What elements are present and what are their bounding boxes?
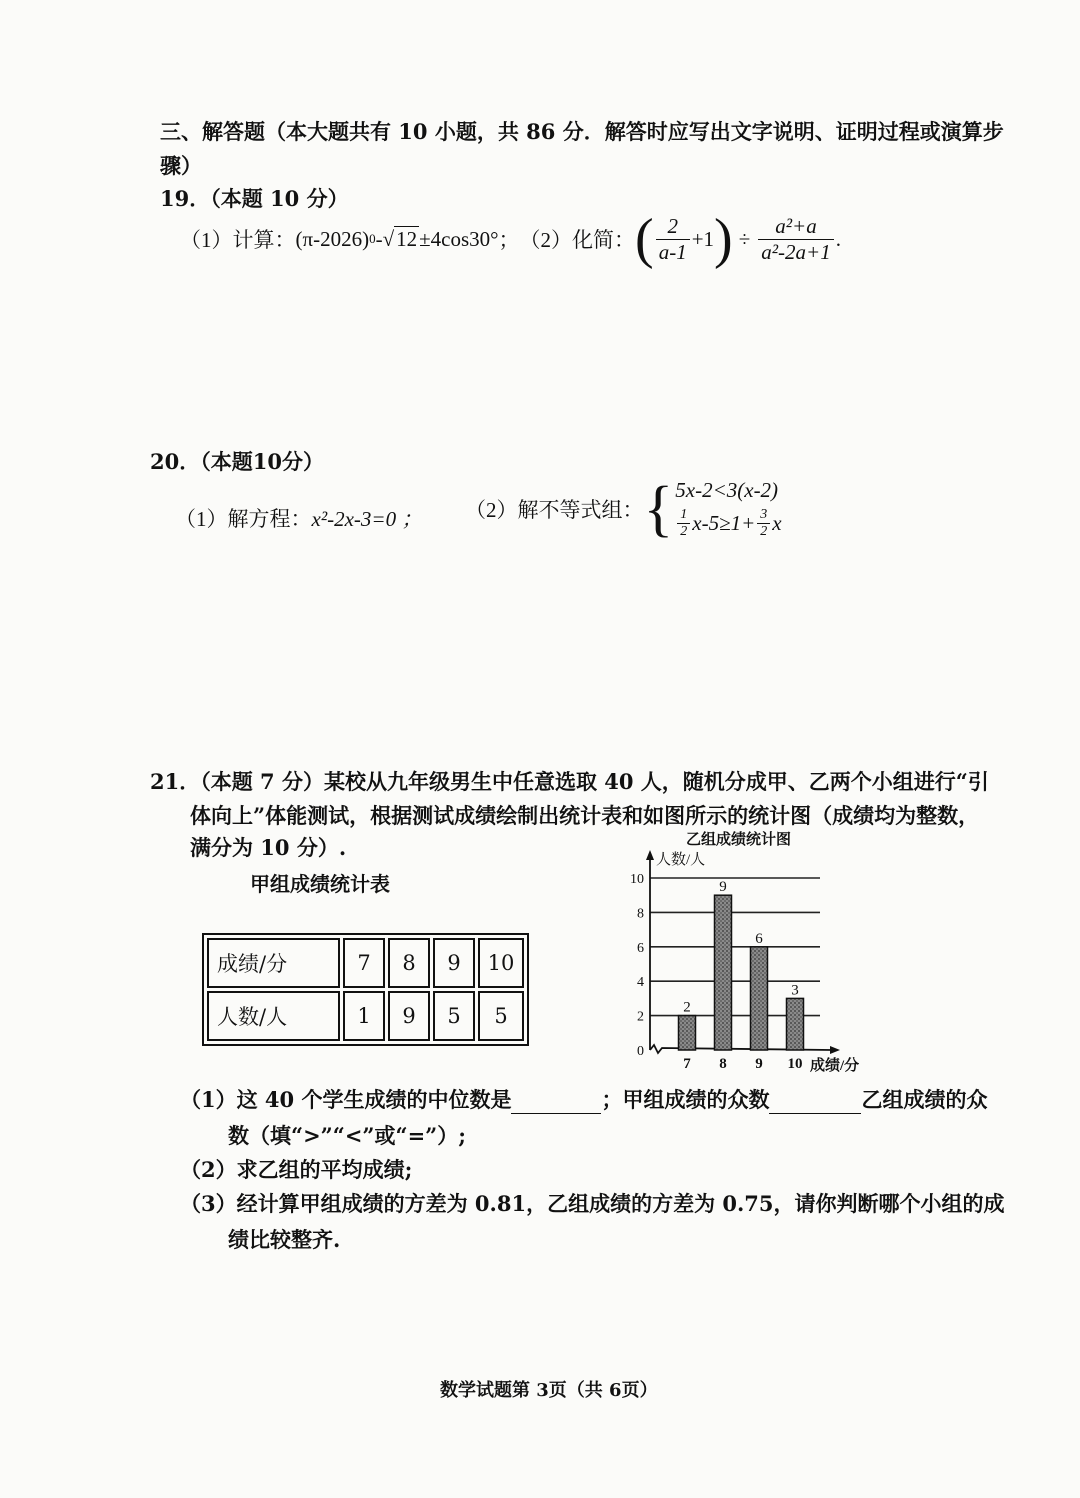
chart-bar	[787, 998, 804, 1050]
q20-frac-three-half	[757, 507, 770, 540]
q19-part1-base: (π-2026)	[295, 226, 370, 251]
chart-data-label: 6	[755, 930, 763, 947]
sqrt-icon: √	[382, 226, 395, 251]
table-cell: 7	[343, 938, 385, 988]
q20-inequality-1: 5x-2<3(x-2)	[675, 478, 779, 502]
chart-x-axis	[650, 1045, 832, 1053]
chart-data-label: 2	[683, 999, 691, 1016]
q20-frac2-num: 3	[760, 507, 768, 522]
score-table-wrap	[202, 933, 529, 1046]
q21-sub1-line1	[180, 1084, 987, 1114]
chart-xtick-label: 9	[755, 1056, 763, 1072]
q19-f2-num: a²+a	[775, 214, 817, 239]
chart-y-arrow-icon	[646, 850, 654, 860]
q20-part1-equation: x²-2x-3=0 ；	[311, 507, 423, 531]
left-brace-icon: {	[643, 475, 674, 544]
table-cell: 8	[388, 938, 430, 988]
chart-xtick-label: 7	[683, 1056, 691, 1072]
table-cell: 5	[433, 991, 475, 1041]
q20-frac2-den: 2	[757, 523, 770, 540]
median-blank-input[interactable]	[511, 1091, 601, 1114]
q21-sub1-b: ；甲组成绩的众数	[601, 1087, 770, 1112]
q20-frac1-num: 1	[680, 507, 688, 522]
q19-plus-one: +1	[691, 226, 715, 251]
chart-data-label: 9	[719, 879, 727, 896]
table-cell: 9	[433, 938, 475, 988]
chart-xtick-label: 10	[787, 1056, 803, 1072]
q20-part1	[175, 503, 422, 533]
q20-header: 20．（本题10分）	[150, 449, 324, 474]
q20-inequality-2	[675, 507, 781, 540]
chart-data-label: 3	[791, 982, 799, 999]
table-cell: 10	[478, 938, 524, 988]
table-row1-header: 成绩/分	[207, 938, 340, 988]
q21-sub3-line1: （3）经计算甲组成绩的方差为 0.81，乙组成绩的方差为 0.75，请你判断哪个小组的成	[180, 1191, 1005, 1216]
section-title-line1: 三、解答题（本大题共有 10 小题，共 86 分．解答时应写出文字说明、证明过程或演算步	[160, 119, 1004, 144]
q19-part2-label: （2）化简：	[519, 228, 636, 252]
table-cell: 5	[478, 991, 524, 1041]
q19-part1-minus: -	[375, 226, 383, 251]
q19-f2-den: a²-2a+1	[758, 239, 833, 264]
q20-frac1-den: 2	[677, 523, 690, 540]
right-paren-icon: )	[714, 208, 733, 270]
table-row	[207, 991, 524, 1041]
q21-sub1-line2: 数（填“>”“<”或“=”）;	[228, 1123, 467, 1148]
chart-xtick-label: 8	[719, 1056, 727, 1072]
q21-line3: 满分为 10 分）.	[190, 835, 347, 860]
chart-ytick-label: 2	[637, 1009, 644, 1025]
chart-xlabel: 成绩/分	[810, 1058, 860, 1074]
chart-bar	[679, 1016, 696, 1050]
q19-separator: ；	[498, 228, 520, 252]
q20-part1-label: （1）解方程：	[175, 507, 312, 531]
chart-ylabel: 人数/人	[656, 852, 706, 868]
q21-sub2: （2）求乙组的平均成绩;	[180, 1157, 413, 1182]
q19-f1-den: a-1	[656, 239, 690, 264]
q19-fraction-2	[758, 214, 833, 263]
mode-compare-blank-input[interactable]	[769, 1091, 861, 1114]
q21-sub3-line2: 绩比较整齐.	[228, 1227, 341, 1252]
q21-line1: 21．（本题 7 分）某校从九年级男生中任意选取 40 人，随机分成甲、乙两个小组进行“引	[150, 769, 989, 794]
chart-ytick-label: 8	[637, 906, 644, 922]
q19-fraction-1	[656, 214, 690, 263]
chart-bar	[715, 895, 732, 1050]
q21-line2: 体向上”体能测试，根据测试成绩绘制出统计表和如图所示的统计图（成绩均为整数，	[190, 803, 980, 828]
table-cell: 9	[388, 991, 430, 1041]
q19-part1-tail: ±4cos30°	[419, 226, 499, 251]
q19-end: .	[835, 226, 841, 251]
q19-part1-exponent: 0	[369, 231, 376, 246]
q20-inequality-system	[643, 475, 782, 544]
chart-ytick-label: 0	[637, 1044, 644, 1059]
q21-sub1-a: （1）这 40 个学生成绩的中位数是	[180, 1087, 512, 1112]
q19-expression-row	[180, 208, 841, 270]
page-footer: 数学试题第 3页（共 6页）	[440, 1380, 658, 1401]
table-title: 甲组成绩统计表	[250, 872, 390, 896]
q20-part2-label: （2）解不等式组：	[465, 498, 644, 523]
left-paren-icon: (	[635, 208, 654, 270]
q19-f1-num: 2	[667, 214, 678, 239]
q19-part1-label: （1）计算：	[180, 228, 296, 252]
q20-part2	[465, 475, 782, 544]
chart-ytick-label: 6	[637, 940, 644, 956]
q21-sub1-c: 乙组成绩的众	[861, 1087, 988, 1112]
q19-divide: ÷	[738, 226, 751, 251]
section-title-line2: 骤）	[160, 153, 202, 178]
chart-ytick-label: 4	[637, 975, 644, 991]
score-table	[202, 933, 529, 1046]
table-cell: 1	[343, 991, 385, 1041]
table-row	[207, 938, 524, 988]
q20-frac-half	[677, 507, 690, 540]
group-b-bar-chart	[610, 826, 880, 1076]
q20-ineq2-mid: x-5≥1+	[692, 511, 756, 536]
chart-bar	[751, 947, 768, 1050]
chart-title: 乙组成绩统计图	[686, 832, 792, 848]
q20-ineq2-end: x	[772, 511, 782, 536]
chart-ytick-label: 10	[630, 872, 644, 887]
chart-x-arrow-icon	[830, 1046, 840, 1054]
q19-header: 19．（本题 10 分）	[160, 186, 349, 211]
table-row2-header: 人数/人	[207, 991, 340, 1041]
q19-sqrt-arg: 12	[396, 227, 418, 251]
